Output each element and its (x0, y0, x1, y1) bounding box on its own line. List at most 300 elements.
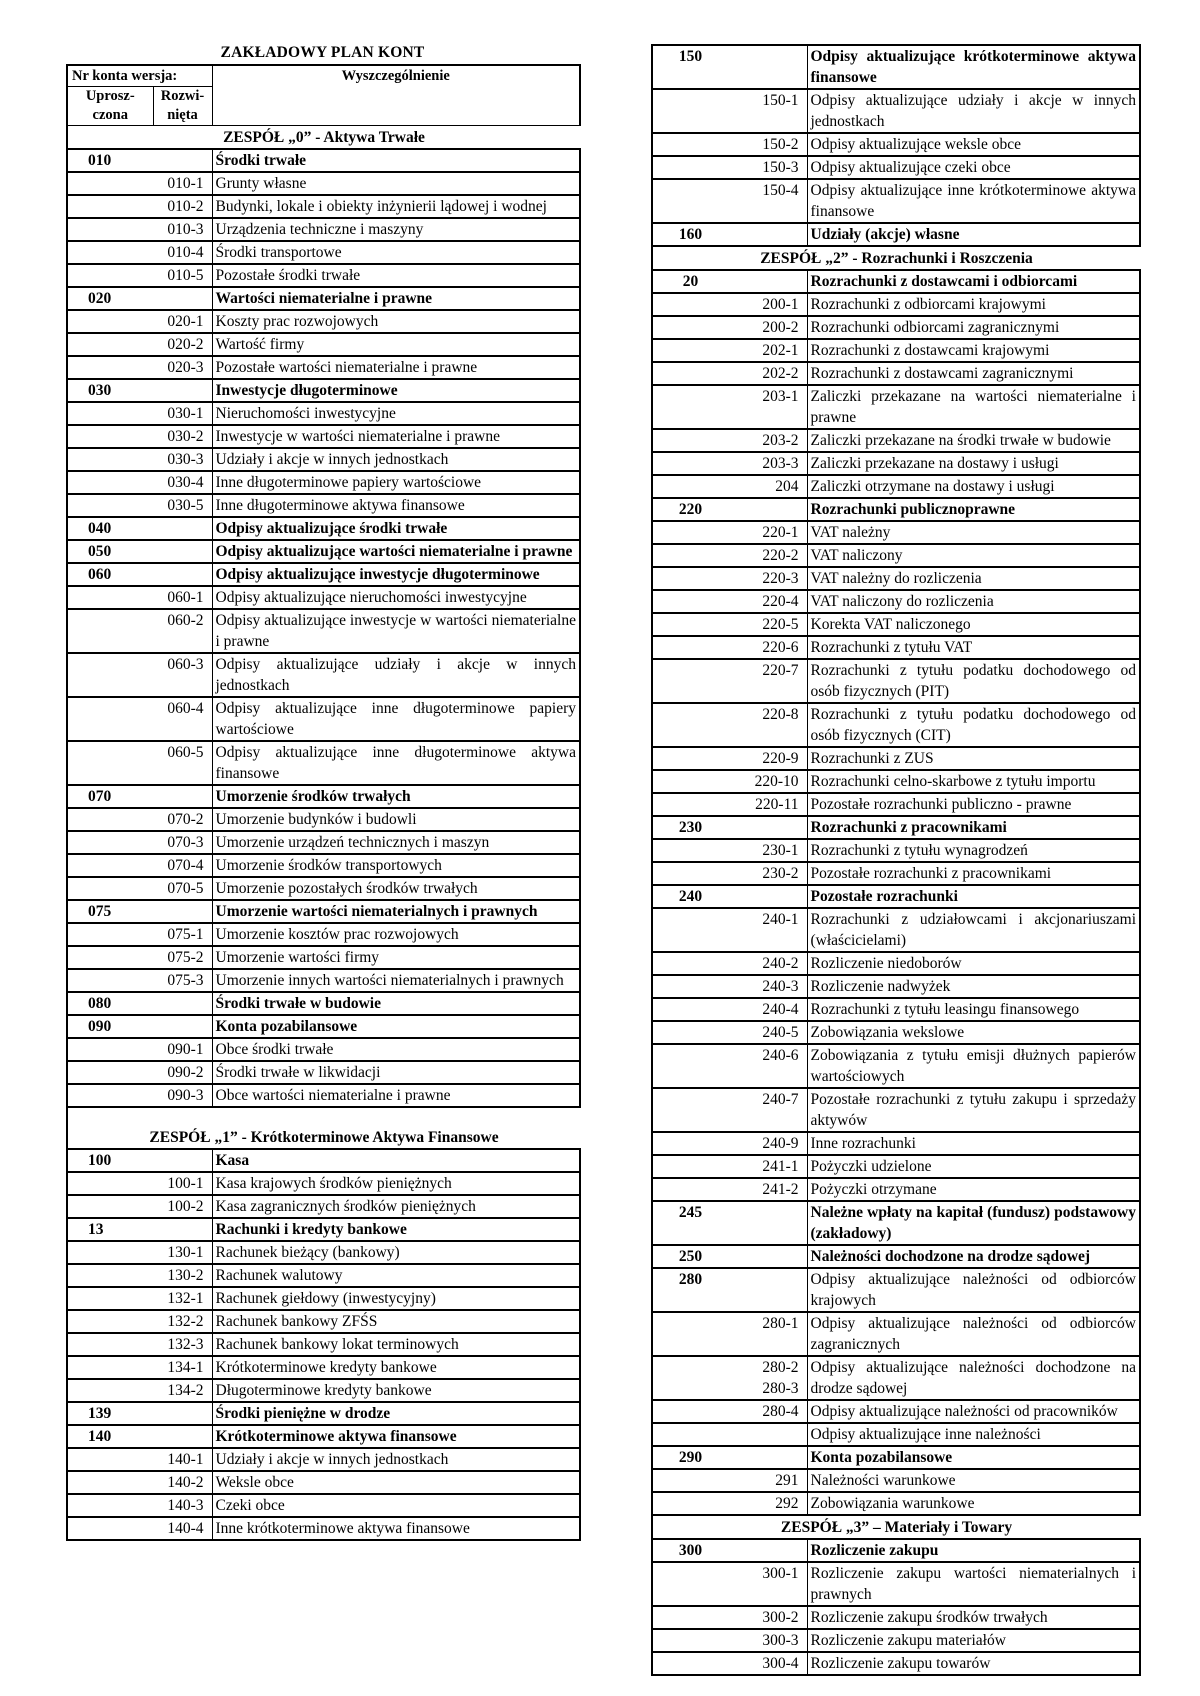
account-code (67, 808, 153, 831)
sub-account-code: 134-2 (153, 1379, 212, 1402)
account-description: Rozrachunki z udziałowcami i akcjonariuszami (właścicielami) (807, 908, 1140, 952)
account-row (652, 975, 1140, 998)
sub-account-code: 100-1 (153, 1172, 212, 1195)
sub-account-code: 140-1 (153, 1448, 212, 1471)
account-code: 250 (652, 1245, 728, 1268)
sub-account-code: 030-4 (153, 471, 212, 494)
sub-account-code: 030-3 (153, 448, 212, 471)
account-code (652, 952, 728, 975)
sub-account-code: 241-2 (728, 1178, 807, 1201)
account-code: 240 (652, 885, 728, 908)
account-group-row (652, 1539, 1140, 1562)
account-code: 080 (67, 992, 153, 1015)
account-description: Odpisy aktualizujące inwestycje długoterminowe (212, 563, 580, 586)
sub-account-code: 030-2 (153, 425, 212, 448)
account-code: 040 (67, 517, 153, 540)
account-description: Inne krótkoterminowe aktywa finansowe (212, 1517, 580, 1540)
sub-account-code (153, 1149, 212, 1172)
account-code (652, 1044, 728, 1088)
account-code (652, 1423, 728, 1446)
account-group-row (652, 498, 1140, 521)
account-description: Pozostałe rozrachunki publiczno - prawne (807, 793, 1140, 816)
sub-account-code (728, 885, 807, 908)
sub-account-code: 030-5 (153, 494, 212, 517)
account-description: Odpisy aktualizujące inne długoterminowe papiery wartościowe (212, 697, 580, 741)
account-description: Odpisy aktualizujące udziały i akcje w innych jednostkach (807, 89, 1140, 133)
account-code (652, 590, 728, 613)
account-row (652, 89, 1140, 133)
sub-account-code: 010-4 (153, 241, 212, 264)
account-code: 010 (67, 149, 153, 172)
account-description: Należności warunkowe (807, 1469, 1140, 1492)
account-description: Odpisy aktualizujące należności od odbiorców krajowych (807, 1268, 1140, 1312)
account-code (67, 264, 153, 287)
account-description: Czeki obce (212, 1494, 580, 1517)
account-code (67, 471, 153, 494)
account-code (67, 653, 153, 697)
account-row (67, 356, 580, 379)
account-description: Rozliczenie zakupu materiałów (807, 1629, 1140, 1652)
account-code (652, 362, 728, 385)
account-code (67, 1061, 153, 1084)
section-header-row (652, 246, 1140, 270)
sub-account-code: 150-3 (728, 156, 807, 179)
account-description: Odpisy aktualizujące udziały i akcje w innych jednostkach (212, 653, 580, 697)
account-description: Nieruchomości inwestycyjne (212, 402, 580, 425)
account-description: Odpisy aktualizujące środki trwałe (212, 517, 580, 540)
account-description: Kasa (212, 1149, 580, 1172)
account-row (652, 429, 1140, 452)
account-version-header: Nr konta wersja: (67, 65, 212, 87)
account-description: Środki pieniężne w drodze (212, 1402, 580, 1425)
sub-account-code: 203-3 (728, 452, 807, 475)
sub-account-code (728, 1245, 807, 1268)
account-description: Budynki, lokale i obiekty inżynierii lądowej i wodnej (212, 195, 580, 218)
account-group-row (67, 1149, 580, 1172)
account-description: Kasa zagranicznych środków pieniężnych (212, 1195, 580, 1218)
account-description: Rozrachunki z odbiorcami krajowymi (807, 293, 1140, 316)
account-row (652, 636, 1140, 659)
account-group-row (652, 1268, 1140, 1312)
account-group-row (67, 287, 580, 310)
account-row (652, 475, 1140, 498)
account-description: VAT należny do rozliczenia (807, 567, 1140, 590)
account-description: Odpisy aktualizujące należności od pracowników (807, 1400, 1140, 1423)
account-description: Rozrachunki z tytułu wynagrodzeń (807, 839, 1140, 862)
account-code (67, 1038, 153, 1061)
account-row (652, 703, 1140, 747)
account-code (652, 179, 728, 223)
account-row (652, 293, 1140, 316)
section-title: ZESPÓŁ „3” – Materiały i Towary (652, 1515, 1140, 1539)
account-row (67, 1287, 580, 1310)
sub-account-code (728, 1446, 807, 1469)
account-row (652, 133, 1140, 156)
spacer-row (67, 1107, 580, 1126)
account-row (67, 877, 580, 900)
account-description: Pozostałe rozrachunki (807, 885, 1140, 908)
account-description: Umorzenie budynków i budowli (212, 808, 580, 831)
account-row (67, 969, 580, 992)
sub-account-code: 150-2 (728, 133, 807, 156)
account-plan-table-right (651, 44, 1141, 1676)
account-code: 290 (652, 1446, 728, 1469)
account-description: Udziały i akcje w innych jednostkach (212, 448, 580, 471)
sub-account-code: 134-1 (153, 1356, 212, 1379)
account-description: Rachunek bieżący (bankowy) (212, 1241, 580, 1264)
account-code (67, 1517, 153, 1540)
account-row (67, 1038, 580, 1061)
account-description: Zobowiązania z tytułu emisji dłużnych papierów wartościowych (807, 1044, 1140, 1088)
account-row (652, 908, 1140, 952)
sub-account-code: 075-1 (153, 923, 212, 946)
sub-account-code: 291 (728, 1469, 807, 1492)
account-group-row (67, 563, 580, 586)
account-description: Urządzenia techniczne i maszyny (212, 218, 580, 241)
account-row (67, 402, 580, 425)
account-row (67, 471, 580, 494)
sub-account-code: 240-2 (728, 952, 807, 975)
account-row (67, 653, 580, 697)
account-code: 100 (67, 1149, 153, 1172)
account-code (67, 1494, 153, 1517)
account-code (652, 339, 728, 362)
spacer-cell (67, 1107, 580, 1126)
account-description: Rozrachunki z dostawcami zagranicznymi (807, 362, 1140, 385)
account-code (67, 195, 153, 218)
account-code (652, 1400, 728, 1423)
account-code (652, 1178, 728, 1201)
sub-account-code (728, 1201, 807, 1245)
sub-account-code: 240-5 (728, 1021, 807, 1044)
account-code (652, 133, 728, 156)
account-row (67, 831, 580, 854)
account-code: 070 (67, 785, 153, 808)
account-description: Obce środki trwałe (212, 1038, 580, 1061)
account-code (67, 1333, 153, 1356)
account-row (67, 494, 580, 517)
account-code (652, 908, 728, 952)
account-description: Umorzenie pozostałych środków trwałych (212, 877, 580, 900)
account-group-row (67, 1402, 580, 1425)
account-row (67, 218, 580, 241)
sub-account-code: 100-2 (153, 1195, 212, 1218)
account-description: Wartość firmy (212, 333, 580, 356)
sub-account-code: 280-2 280-3 (728, 1356, 807, 1400)
account-code (652, 703, 728, 747)
account-code: 280 (652, 1268, 728, 1312)
account-row (67, 1241, 580, 1264)
account-group-row (67, 149, 580, 172)
account-row (652, 156, 1140, 179)
account-code (652, 1155, 728, 1178)
account-code (652, 544, 728, 567)
account-description: Odpisy aktualizujące nieruchomości inwestycyjne (212, 586, 580, 609)
account-description: Środki trwałe (212, 149, 580, 172)
account-description: Rozrachunki z tytułu podatku dochodowego od osób fizycznych (PIT) (807, 659, 1140, 703)
account-code (652, 293, 728, 316)
account-description: Rozliczenie nadwyżek (807, 975, 1140, 998)
account-row (67, 448, 580, 471)
sub-account-code: 010-5 (153, 264, 212, 287)
account-row (652, 1652, 1140, 1675)
account-code (652, 862, 728, 885)
account-description: Pożyczki otrzymane (807, 1178, 1140, 1201)
account-description: Rozrachunki celno-skarbowe z tytułu importu (807, 770, 1140, 793)
account-description: Odpisy aktualizujące weksle obce (807, 133, 1140, 156)
sub-account-code (153, 1015, 212, 1038)
account-description: Rachunek walutowy (212, 1264, 580, 1287)
sub-account-code: 010-1 (153, 172, 212, 195)
account-description: Środki trwałe w likwidacji (212, 1061, 580, 1084)
account-description: Rozliczenie zakupu towarów (807, 1652, 1140, 1675)
account-row (652, 316, 1140, 339)
account-code (652, 839, 728, 862)
account-description: Rozliczenie zakupu wartości niematerialnych i prawnych (807, 1562, 1140, 1606)
sub-account-code: 132-3 (153, 1333, 212, 1356)
account-code (67, 877, 153, 900)
sub-account-code: 070-2 (153, 808, 212, 831)
account-row (67, 425, 580, 448)
sub-account-code (728, 498, 807, 521)
account-description: Umorzenie urządzeń technicznych i maszyn (212, 831, 580, 854)
account-code (652, 975, 728, 998)
account-row (67, 854, 580, 877)
account-row (67, 741, 580, 785)
document-title: ZAKŁADOWY PLAN KONT (220, 44, 425, 61)
account-code (67, 218, 153, 241)
account-row (652, 998, 1140, 1021)
account-description: Zaliczki przekazane na wartości niematerialne i prawne (807, 385, 1140, 429)
sub-account-code: 070-3 (153, 831, 212, 854)
account-description: Odpisy aktualizujące należności dochodzone na drodze sądowej (807, 1356, 1140, 1400)
account-description: Rachunki i kredyty bankowe (212, 1218, 580, 1241)
account-code (652, 1652, 728, 1675)
account-group-row (67, 517, 580, 540)
sub-account-code: 140-4 (153, 1517, 212, 1540)
account-row (652, 385, 1140, 429)
account-code: 030 (67, 379, 153, 402)
sub-account-code: 010-2 (153, 195, 212, 218)
sub-account-code: 300-1 (728, 1562, 807, 1606)
sub-account-code: 020-2 (153, 333, 212, 356)
account-description: Rozrachunki z tytułu VAT (807, 636, 1140, 659)
account-row (652, 1423, 1140, 1446)
account-description: Należne wpłaty na kapitał (fundusz) podstawowy (zakładowy) (807, 1201, 1140, 1245)
account-code (652, 1492, 728, 1515)
section-header-row (67, 126, 580, 150)
sub-account-code: 140-3 (153, 1494, 212, 1517)
account-description: Odpisy aktualizujące należności od odbiorców zagranicznych (807, 1312, 1140, 1356)
sub-account-code (728, 1539, 807, 1562)
account-description: Środki transportowe (212, 241, 580, 264)
account-group-row (67, 900, 580, 923)
account-group-row (67, 1218, 580, 1241)
account-group-row (652, 45, 1140, 89)
account-code (652, 567, 728, 590)
account-code (652, 316, 728, 339)
account-code (67, 1264, 153, 1287)
account-code (67, 1084, 153, 1107)
account-code (652, 1606, 728, 1629)
account-group-row (67, 1425, 580, 1448)
section-title: ZESPÓŁ „0” - Aktywa Trwałe (67, 126, 580, 150)
sub-account-code (153, 1218, 212, 1241)
account-group-row (652, 1446, 1140, 1469)
account-description: Rozliczenie zakupu (807, 1539, 1140, 1562)
account-description: Umorzenie środków transportowych (212, 854, 580, 877)
account-row (67, 310, 580, 333)
account-description: Pozostałe rozrachunki z tytułu zakupu i sprzedaży aktywów (807, 1088, 1140, 1132)
simplified-header: Uprosz-czona (67, 87, 153, 126)
account-row (652, 590, 1140, 613)
sub-account-code: 220-3 (728, 567, 807, 590)
account-code (67, 586, 153, 609)
account-code (652, 452, 728, 475)
account-row (67, 333, 580, 356)
account-description: Inwestycje w wartości niematerialne i prawne (212, 425, 580, 448)
account-description: Umorzenie kosztów prac rozwojowych (212, 923, 580, 946)
section-title: ZESPÓŁ „2” - Rozrachunki i Roszczenia (652, 246, 1140, 270)
account-group-row (67, 785, 580, 808)
sub-account-code: 240-9 (728, 1132, 807, 1155)
sub-account-code: 220-1 (728, 521, 807, 544)
account-description: VAT naliczony (807, 544, 1140, 567)
account-row (652, 1629, 1140, 1652)
account-group-row (67, 379, 580, 402)
sub-account-code: 132-1 (153, 1287, 212, 1310)
account-description: Rozrachunki z dostawcami krajowymi (807, 339, 1140, 362)
sub-account-code (728, 1423, 807, 1446)
account-code (67, 425, 153, 448)
account-description: Pozostałe rozrachunki z pracownikami (807, 862, 1140, 885)
account-row (652, 452, 1140, 475)
sub-account-code: 300-3 (728, 1629, 807, 1652)
account-code: 090 (67, 1015, 153, 1038)
account-code (652, 793, 728, 816)
account-code (652, 998, 728, 1021)
account-code: 245 (652, 1201, 728, 1245)
account-code (67, 356, 153, 379)
account-description: Rozliczenie niedoborów (807, 952, 1140, 975)
sub-account-code: 202-2 (728, 362, 807, 385)
sub-account-code: 220-4 (728, 590, 807, 613)
sub-account-code: 060-4 (153, 697, 212, 741)
account-code: 230 (652, 816, 728, 839)
sub-account-code: 150-1 (728, 89, 807, 133)
account-description: Rozrachunki z dostawcami i odbiorcami (807, 270, 1140, 293)
account-code (652, 1088, 728, 1132)
account-description: Kasa krajowych środków pieniężnych (212, 1172, 580, 1195)
account-row (652, 544, 1140, 567)
account-code (67, 854, 153, 877)
account-code (652, 1629, 728, 1652)
sub-account-code: 200-2 (728, 316, 807, 339)
account-code (652, 1469, 728, 1492)
account-description: Rachunek bankowy lokat terminowych (212, 1333, 580, 1356)
account-description: Pozostałe środki trwałe (212, 264, 580, 287)
account-code (652, 156, 728, 179)
account-description: Rozrachunki z pracownikami (807, 816, 1140, 839)
account-description: Udziały i akcje w innych jednostkach (212, 1448, 580, 1471)
account-code (652, 1021, 728, 1044)
account-description: Umorzenie wartości firmy (212, 946, 580, 969)
account-code (67, 609, 153, 653)
sub-account-code (153, 517, 212, 540)
account-group-row (67, 1015, 580, 1038)
sub-account-code (153, 149, 212, 172)
sub-account-code: 020-1 (153, 310, 212, 333)
description-header: Wyszczególnienie (212, 65, 580, 126)
table-header-row (67, 65, 580, 87)
sub-account-code: 130-1 (153, 1241, 212, 1264)
sub-account-code: 060-2 (153, 609, 212, 653)
sub-account-code (728, 270, 807, 293)
account-description: Długoterminowe kredyty bankowe (212, 1379, 580, 1402)
account-description: Odpisy aktualizujące inne długoterminowe aktywa finansowe (212, 741, 580, 785)
account-description: Koszty prac rozwojowych (212, 310, 580, 333)
account-code: 140 (67, 1425, 153, 1448)
account-description: Konta pozabilansowe (212, 1015, 580, 1038)
sub-account-code (728, 1268, 807, 1312)
account-description: Rozrachunki z tytułu podatku dochodowego od osób fizycznych (CIT) (807, 703, 1140, 747)
account-description: Rozrachunki z tytułu leasingu finansowego (807, 998, 1140, 1021)
sub-account-code: 075-2 (153, 946, 212, 969)
account-description: Inne długoterminowe papiery wartościowe (212, 471, 580, 494)
account-code (67, 1195, 153, 1218)
account-description: Inwestycje długoterminowe (212, 379, 580, 402)
account-code (652, 1132, 728, 1155)
account-row (67, 195, 580, 218)
sub-account-code: 140-2 (153, 1471, 212, 1494)
account-code (67, 1379, 153, 1402)
sub-account-code (153, 992, 212, 1015)
account-description: Zaliczki otrzymane na dostawy i usługi (807, 475, 1140, 498)
account-description: Rozliczenie zakupu środków trwałych (807, 1606, 1140, 1629)
account-group-row (67, 992, 580, 1015)
section-header-row (67, 1126, 580, 1149)
sub-account-code: 230-2 (728, 862, 807, 885)
sub-account-code: 150-4 (728, 179, 807, 223)
account-row (67, 1264, 580, 1287)
account-code (67, 831, 153, 854)
account-description: Odpisy aktualizujące krótkoterminowe aktywa finansowe (807, 45, 1140, 89)
account-code (67, 448, 153, 471)
account-group-row (652, 223, 1140, 246)
account-row (67, 1172, 580, 1195)
section-title: ZESPÓŁ „1” - Krótkoterminowe Aktywa Finansowe (67, 1126, 580, 1149)
account-row (652, 1606, 1140, 1629)
account-code: 300 (652, 1539, 728, 1562)
account-description: Rozrachunki publicznoprawne (807, 498, 1140, 521)
account-code (67, 1287, 153, 1310)
account-row (67, 923, 580, 946)
sub-account-code: 300-4 (728, 1652, 807, 1675)
account-row (67, 1333, 580, 1356)
sub-account-code: 220-8 (728, 703, 807, 747)
sub-account-code (728, 45, 807, 89)
account-description: Zaliczki przekazane na środki trwałe w budowie (807, 429, 1140, 452)
account-code (652, 1562, 728, 1606)
account-row (67, 808, 580, 831)
account-description: Pożyczki udzielone (807, 1155, 1140, 1178)
account-row (67, 1195, 580, 1218)
account-code: 139 (67, 1402, 153, 1425)
sub-account-code (728, 816, 807, 839)
account-code (652, 89, 728, 133)
account-row (652, 1132, 1140, 1155)
sub-account-code: 240-6 (728, 1044, 807, 1088)
